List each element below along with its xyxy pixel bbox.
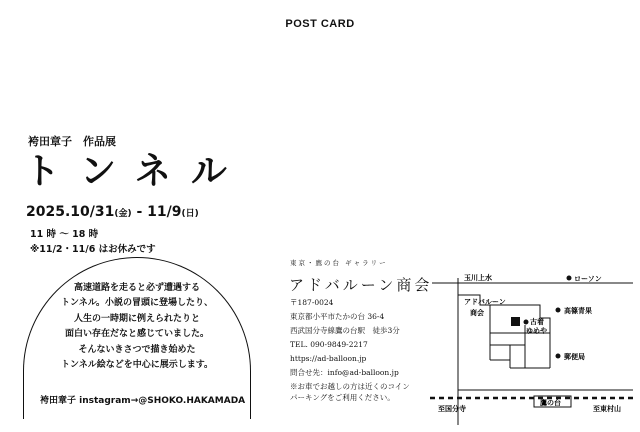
gallery-contact[interactable]: 問合せ先：info@ad-balloon.jp xyxy=(290,368,399,377)
date-end: 11/9 xyxy=(147,204,182,220)
map-label: 古着 xyxy=(530,318,544,326)
map-label: 郵便局 xyxy=(564,353,585,361)
exhibition-title: トンネル xyxy=(24,151,247,192)
lawson-marker-icon xyxy=(567,276,572,281)
gallery-tel: TEL. 090-9849-2217 xyxy=(290,340,368,349)
exhibition-dates xyxy=(26,204,199,220)
post-office-marker-icon xyxy=(556,354,561,359)
date-end-dow: (日) xyxy=(181,209,199,219)
date-start: 2025.10/31 xyxy=(26,204,115,220)
closed-days: ※11/2・11/6 はお休みです xyxy=(30,244,156,255)
message-line: そんないきさつで描き始めた xyxy=(78,345,196,355)
map-label: 鷹の台 xyxy=(540,399,561,407)
map-label: ゆめや xyxy=(526,327,547,335)
gallery-name: アドバルーン商会 xyxy=(289,276,433,294)
gallery-url[interactable]: https://ad-balloon.jp xyxy=(290,354,367,363)
map-label: 高篠青果 xyxy=(564,307,592,315)
message-line: トンネル。小説の冒頭に登場したり、 xyxy=(60,298,213,308)
date-start-dow: (金) xyxy=(114,209,132,219)
map-label: ローソン xyxy=(574,275,602,283)
gallery-marker-icon xyxy=(511,317,520,326)
message-line: 人生の一時期に例えられたりと xyxy=(73,314,200,324)
gallery-access: 西武国分寺線鷹の台駅 徒歩3分 xyxy=(290,326,400,335)
gallery-address: 東京都小平市たかの台 36-4 xyxy=(290,312,385,321)
gallery-postal: 〒187-0024 xyxy=(290,298,334,307)
map-label: 至国分寺 xyxy=(438,405,466,413)
message-line: 高速道路を走ると必ず遭遇する xyxy=(73,283,200,293)
map-label: 至東村山 xyxy=(593,405,621,413)
artist-exhibition-line: 袴田章子 作品展 xyxy=(28,135,116,148)
gallery-tagline: 東京・鷹の台 ギャラリー xyxy=(290,259,388,267)
koshin-marker-icon xyxy=(524,320,529,325)
date-separator: - xyxy=(131,204,148,220)
opening-hours: 11 時 ～ 18 時 xyxy=(30,229,99,240)
takasho-marker-icon xyxy=(556,308,561,313)
map-label: アドバルーン xyxy=(464,298,506,306)
parking-note: ※お車でお越しの方は近くのコイン xyxy=(290,382,410,391)
message-line: 面白い存在だなと感じていました。 xyxy=(64,329,209,339)
postcard-header: POST CARD xyxy=(285,18,355,30)
map-label: 玉川上水 xyxy=(464,274,492,282)
access-map xyxy=(430,270,635,425)
map-label: 商会 xyxy=(470,309,484,317)
message-line: トンネル絵などを中心に展示します。 xyxy=(60,360,213,370)
parking-note: パーキングをご利用ください。 xyxy=(290,393,395,402)
instagram-handle: 袴田章子 instagram→@SHOKO.HAKAMADA xyxy=(40,396,246,406)
